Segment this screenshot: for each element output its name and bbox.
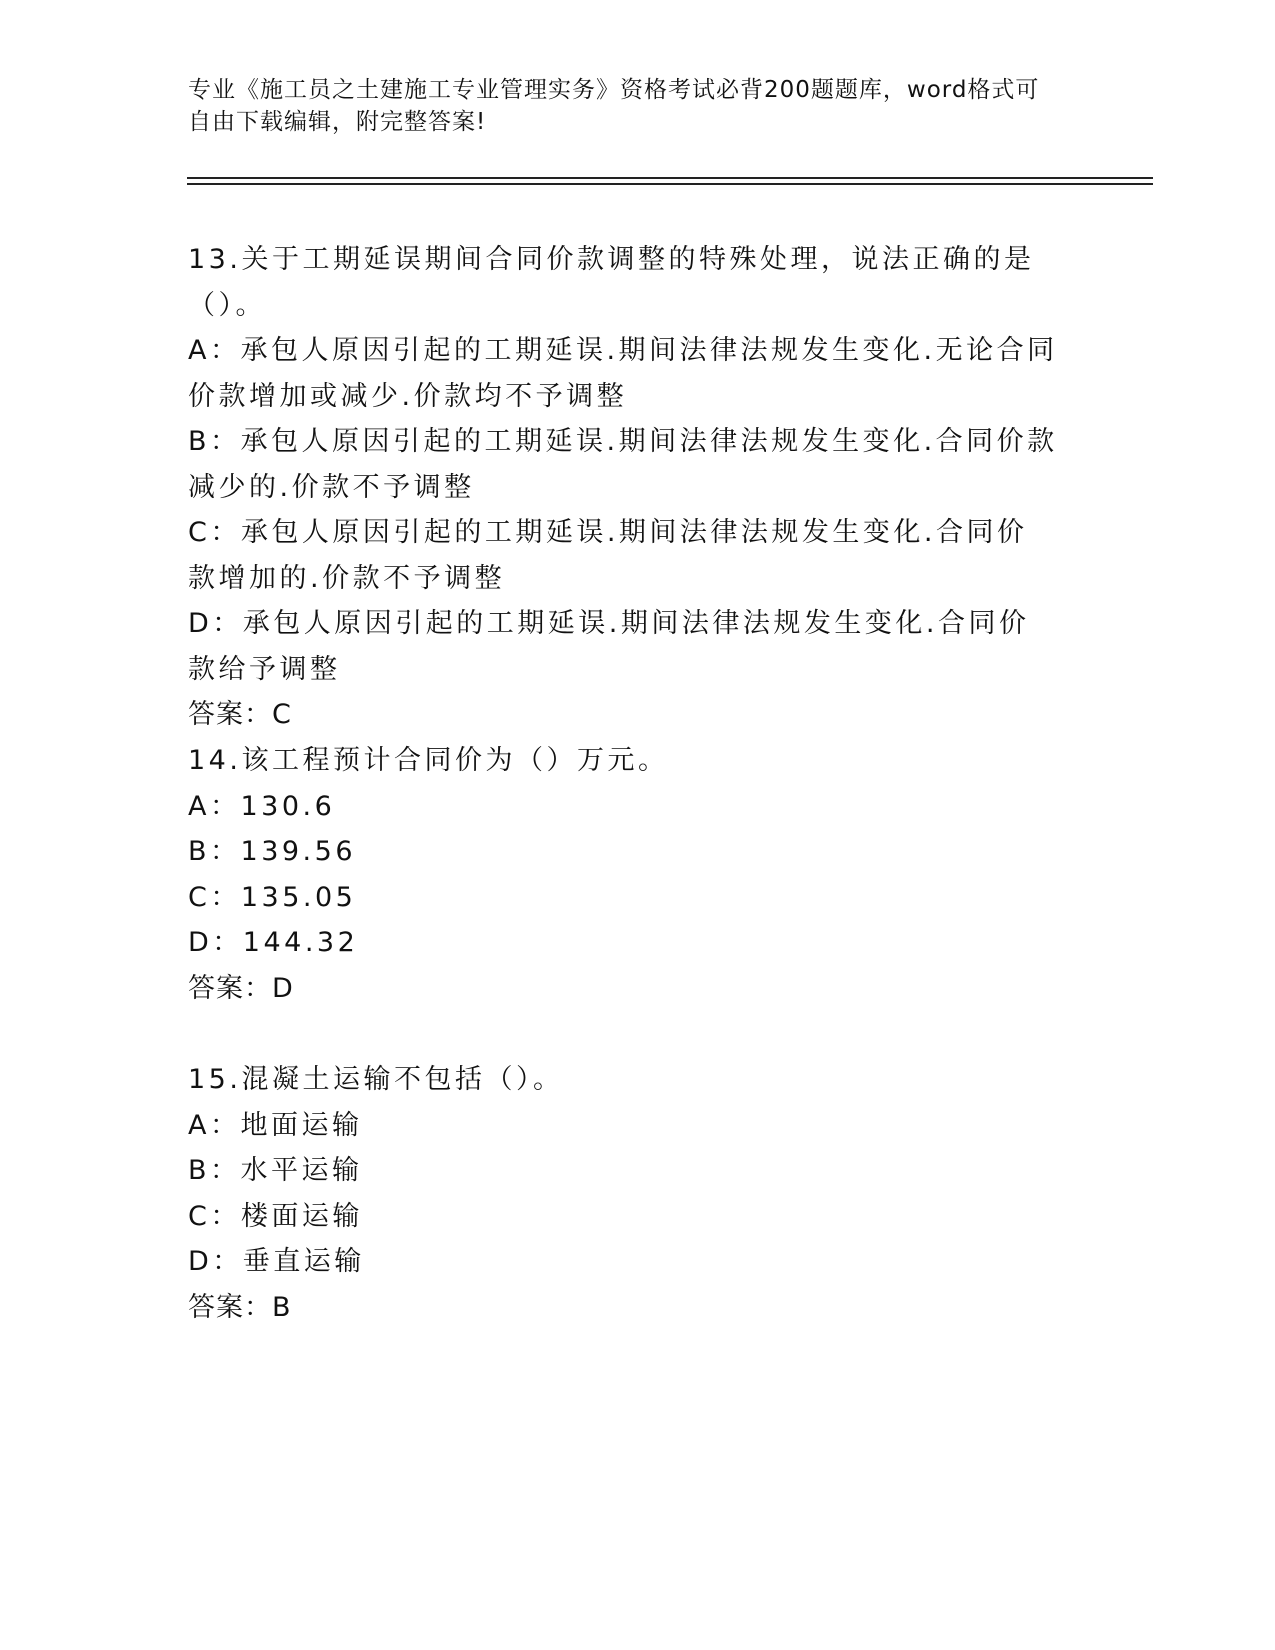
- answer-text: 答案：D: [188, 972, 294, 1004]
- option-b: B：139.56: [188, 836, 356, 867]
- option-a: A：130.6: [188, 790, 336, 822]
- header-line-2: 自由下载编辑，附完整答案!: [188, 109, 487, 135]
- answer-text: 答案：B: [188, 1291, 292, 1323]
- option-a: A：地面运输: [188, 1109, 363, 1141]
- question-13: [188, 237, 1088, 738]
- header-divider-top: [187, 177, 1153, 179]
- header-line-1: 专业《施工员之土建施工专业管理实务》资格考试必背200题题库，word格式可: [188, 77, 1040, 103]
- question-14: [188, 738, 1088, 1011]
- option-a: A：承包人原因引起的工期延误.期间法律法规发生变化.无论合同价款增加或减少.价款均不予调整: [188, 335, 1058, 412]
- option-c: C：135.05: [188, 881, 357, 913]
- header-divider-bottom: [187, 183, 1153, 185]
- question-stem: 15.混凝土运输不包括（）。: [188, 1064, 564, 1095]
- option-c: C：承包人原因引起的工期延误.期间法律法规发生变化.合同价款增加的.价款不予调整: [188, 517, 1028, 594]
- document-header: [188, 74, 1088, 138]
- question-stem: 13.关于工期延误期间合同价款调整的特殊处理，说法正确的是（）。: [188, 244, 1035, 321]
- question-15: [188, 1057, 1088, 1330]
- option-b: B：承包人原因引起的工期延误.期间法律法规发生变化.合同价款减少的.价款不予调整: [188, 426, 1058, 503]
- question-stem: 14.该工程预计合同价为（）万元。: [188, 745, 669, 776]
- option-b: B：水平运输: [188, 1155, 363, 1186]
- answer-text: 答案：C: [188, 699, 292, 730]
- option-d: D：垂直运输: [188, 1246, 365, 1277]
- option-d: D：承包人原因引起的工期延误.期间法律法规发生变化.合同价款给予调整: [188, 608, 1030, 685]
- option-d: D：144.32: [188, 927, 359, 958]
- option-c: C：楼面运输: [188, 1200, 363, 1232]
